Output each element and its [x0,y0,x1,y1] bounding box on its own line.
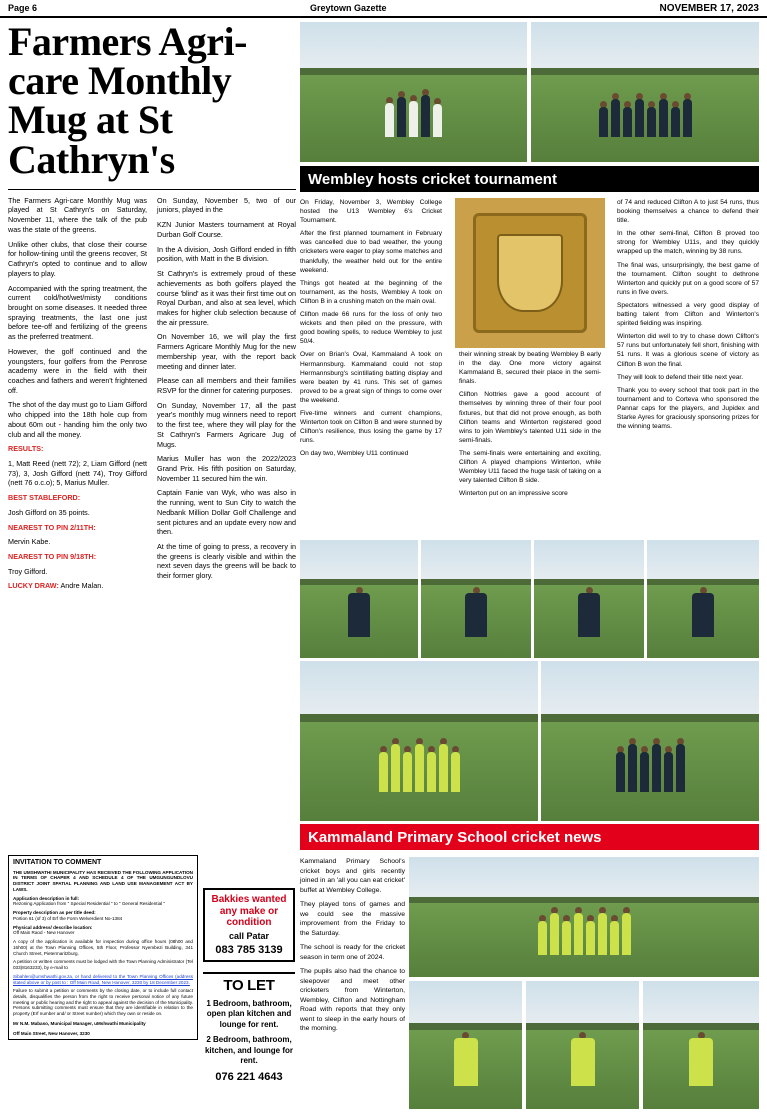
photo-team-group-3 [541,661,759,821]
notice-field-label: Application description in full: [13,895,80,901]
section-heading-cricket: Wembley hosts cricket tournament [300,166,759,192]
paragraph: Marius Muller has won the 2022/2023 Grand Prix. His fifth position on Saturday, November 11 secured him the win. [157,454,296,483]
notice-paragraph: A copy of the application is available for inspection during office hours (08h00 and 16h00) at the Town Planning Offices, 5th Floor, Professor Nyembezi Building, 341 Church Street, Pietermaritzburg. [13,939,193,956]
results-text: 1, Matt Reed (nett 72); 2, Liam Gifford (nett 73), 3, Josh Gifford (nett 74), Troy Gifford (nett 76 o.c.o); 5, Marius Muller. [8,459,147,488]
nearest-pin-9-text: Troy Gifford. [8,566,48,576]
photo-tournament-trophy [455,198,605,348]
paragraph: After the first planned tournament in February was cancelled due to bad weather, the young cricketers were eager to play some matches and thankfully, the weather held out for the entire weekend. [300,230,442,274]
lucky-draw-text: Andre Malan. [60,581,104,591]
lead-story [8,19,296,591]
story-column-1 [300,198,442,462]
paragraph: Clifton Nottries gave a good account of themselves by winning three of their four pool fixtures, but that did not prove enough, as both Clifton teams and Winterton registered good wins to join Wembley's talented U11 side in the semi-finals. [459,391,601,444]
paragraph: Over on Brian's Oval, Kammaland A took on Hermannsburg. Kammaland could not stop Hermannsburg's scintillating batting display and were beaten by 41 runs. This set of games proved to be a great sign of things to come over the weekend. [300,351,442,404]
section-heading-kammaland: Kammaland Primary School cricket news [300,824,759,850]
notice-paragraph: Failure to submit a petition or comments by the closing date, or to include full contact details, disqualifies the person from the right to receive personal notice of any future meeting or public hearing and the right to appeal against the decision of the Municipality. Persons submitting comments must ensure that they are identifiable in relation to the property (Erf number and/ or Street number) which they own or reside on. [13,988,193,1017]
best-stableford-text: Josh Gifford on 35 points. [8,507,90,517]
notice-field-value: Off Main Raod - New Hanover [13,930,75,936]
notice-field-value: Rezoning Application from " Special Residential " to " General Residential " [13,901,166,907]
masthead [0,0,767,18]
paragraph: On Sunday, November 5, two of our juniors, played in the [157,195,296,215]
story-column-2 [459,350,601,502]
ad-to-let [203,972,295,1083]
lead-story-body [8,196,296,591]
notice-title: INVITATION TO COMMENT [13,859,102,866]
ad-title: TO LET [223,977,275,994]
paragraph: At the time of going to press, a recovery in the greens is clearly visible and within the next seven days the greens will be back to their former glory. [157,542,296,581]
paragraph: The shot of the day must go to Liam Gifford who chipped into the 18th hole cup from about 60m out - handing him the only two club and all the money. [8,400,147,439]
paragraph: The final was, unsurprisingly, the best game of the tournament. Clifton sought to dethrone Winterton and quickly put on a good score of 57 runs in five overs. [617,261,759,296]
paragraph: Please can all members and their families RSVP for the dinner for catering purposes. [157,376,296,395]
paragraph: On November 16, we will play the first Farmers Agricare Monthly Mug for the new membership year, with the report back meeting and dinner later. [157,332,296,371]
kammaland-story-body [300,857,405,1039]
photo-kammaland-bowling [526,981,639,1109]
photo-cricket-presentation [300,22,527,162]
paragraph: In the A division, Josh Gifford ended in fifth position, with Matt in the B division. [157,244,296,264]
photo-kammaland-group [409,857,759,977]
paragraph: On Sunday, November 17, all the past year's monthly mug winners need to report to the first tee, where they will play for the St Cathryn's Farmers Agricare Jug of Mugs. [157,400,296,449]
notice-paragraph: A petition or written comments must be lodged with the Town Planning Administrator (Tel 033)8163233), by e-mail to [13,959,193,971]
nearest-pin-9-label: NEAREST TO PIN 9/18TH: [8,552,97,562]
photo-player-3 [534,540,644,658]
ad-phone: 076 221 4643 [215,1071,283,1084]
photo-kammaland-fielding [643,981,759,1109]
ad-subline: call Patar [228,930,270,941]
notice-signature-address: Off Main Street, New Hanover, 3230 [13,1030,90,1036]
paragraph: Kammaland Primary School's cricket boys and girls recently joined in an 'all you can eat cricket' buffet at Wembley College. [300,858,405,894]
publication-title: Greytown Gazette [310,3,387,13]
paragraph: They will look to defend their title next year. [617,373,744,381]
paragraph: On day two, Wembley U11 continued [300,450,409,458]
public-notice [8,855,198,1040]
paragraph: On Friday, November 3, Wembley College hosted the U13 Wembley 6's Cricket Tournament. [300,199,442,225]
page-title: Farmers Agri-care Monthly Mug at St Cathryn's [8,19,247,182]
paragraph: St Cathryn's is extremely proud of these achievements as both golfers played the course 'blind' as it was their first time out on Royal Durban, and also at sea level, which makes for higher club selection because of the air pressure. [157,269,296,327]
paragraph: The semi-finals were entertaining and exciting, Clifton A played champions Winterton, while Wembley U11 faced the huge task of taking on a very talented Clifton B side. [459,449,601,485]
paragraph: KZN Junior Masters tournament at Royal Durban Golf Course. [157,220,296,239]
nearest-pin-2-label: NEAREST TO PIN 2/11TH: [8,522,96,532]
best-stableford-label: BEST STABLEFORD: [8,493,81,503]
paragraph: In the other semi-final, Clifton B proved too strong for Wembley U11s, and they quickly wrapped up the match, winning by 38 runs. [617,230,759,256]
photo-player-4 [647,540,759,658]
paragraph: The school is ready for the cricket season in term one of 2024. [300,944,405,961]
notice-field-label: Property description as per title deed: [13,910,96,916]
paragraph: Winterton did well to try to chase down Clifton's 57 runs but unfortunately fell short, finishing with 51 runs. It was a glorious scene of victory as Clifton B won the final. [617,333,759,368]
notice-field-label: Physical address/ describe location: [13,924,93,930]
photo-team-group-2 [300,661,538,821]
notice-intro: THE UMSHWATHI MUNICIPALITY HAS RECEIVED THE FOLLOWING APPLICATION IN TERMS OF CHAPER 4 AND SCHEDULE 4 OF THE UMGUNGUNDLOVU DISTRICT JOINT SPATIAL PLANNING AND LAND USE MANAGEMENT ACT BY LAWS. [13,869,193,892]
notice-field-value: Portion 61 (of 3) of Erf the Form Welverdient No-1384 [13,915,123,921]
divider [8,189,296,190]
photo-player-2 [421,540,531,658]
ad-headline: Bakkies wanted any make or condition [211,894,287,928]
page-label: Page 6 [8,3,38,13]
notice-signature: Mr N.M. Mabaso, Municipal Manager, uMshwathi Municipality [13,1020,146,1026]
issue-date: NOVEMBER 17, 2023 [659,2,759,14]
paragraph: Captain Fanie van Wyk, who was also in the running, went to Sun City to watch the Nedbank Million Dollar Golf Challenge and sent pictures and an update every now and then. [157,488,296,537]
nearest-pin-2-text: Mervin Kabe. [8,537,51,547]
paragraph: of 74 and reduced Clifton A to just 54 runs, thus booking themselves a chance to defend their title. [617,199,759,225]
paragraph: Unlike other clubs, that close their course for hollow-tining until the greens recover, St Cathryn's opted to continue and to allow players to play. [8,239,147,278]
results-label: RESULTS: [8,444,44,454]
ad-block-2: 2 Bedroom, bathroom, kitchen, and lounge for rent. [204,1035,293,1065]
paragraph: Winterton put on an impressive score [459,490,568,498]
paragraph: Accompanied with the spring treatment, the current cold/hot/wet/misty conditions brought on some diseases. It needed three spraying treatments, the last one just before tee-off and fertilizing of the greens as the preferred treatment. [8,283,147,342]
paragraph: Things got heated at the beginning of the tournament, as the hosts, Wembley A took on Clifton B in a crushing match on the main oval. [300,279,442,305]
ad-block-1: 1 Bedroom, bathroom, open plan kitchen and lounge for rent. [206,999,292,1029]
story-column-3 [617,198,759,435]
paragraph: However, the golf continued and the youngsters, four golfers from the Penrose academy were in the field with their coaches and fathers and weren't frightened off. [8,346,147,395]
photo-team-group [531,22,759,162]
paragraph: their winning streak by beating Wembley B early in the day. One more victory against Kammaland B, secured their place in the semi-finals. [459,351,601,386]
lucky-draw-label: LUCKY DRAW: [8,581,59,591]
paragraph: Five-time winners and current champions, Winterton took on Clifton B and were stunned by Clifton's resilience, thus losing the game by 17 runs. [300,409,442,445]
paragraph: Spectators witnessed a very good display of batting talent from Clifton and Winterton's spirited fielding was inspiring. [617,301,759,328]
paragraph: Thank you to every school that took part in the tournament and to Corteva who sponsored the Pannar caps for the players, and Jupidex and Starke Ayres for graciously sponsoring prizes for the winning teams. [617,386,759,431]
ad-bakkies-wanted [203,888,295,962]
paragraph: Clifton made 66 runs for the loss of only two wickets and then piled on the pressure, with good bowling spells, to reduce Wembley to just 50/4. [300,311,442,346]
photo-kammaland-batting [409,981,522,1109]
photo-player-1 [300,540,418,658]
notice-email-link[interactable]: Sibahlen@umshwathi.gov.za, or hand delivered to the Town Planning Offices (address stated above or by post to : Off Main Road, New Hanover, 3230 by 18 December 2023. [13,973,193,985]
paragraph: They played tons of games and we could see the massive improvement from the Friday to the Saturday. [300,901,405,937]
paragraph: The pupils also had the chance to sleepover and meet other cricketers from Winterton, Wembley, Clifton and Nottingham Road with reports that they only went to sleep in the early hours of the morning. [300,968,405,1033]
paragraph: The Farmers Agri-care Monthly Mug was played at St Cathryn's on Saturday, November 11, where the talk of the pub was the state of the greens. [8,195,147,234]
ad-phone: 083 785 3139 [215,944,283,957]
